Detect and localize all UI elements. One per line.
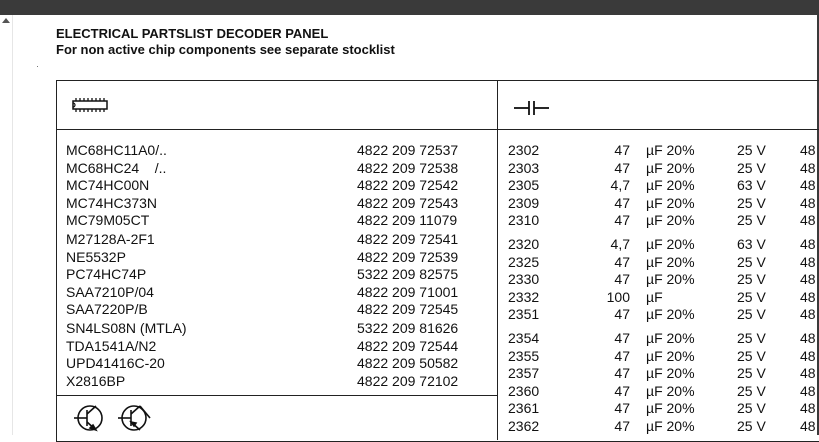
capacitor-order-code: 48 — [800, 306, 816, 322]
ic-order-code: 4822 209 72539 — [357, 248, 459, 265]
ic-order-code: 4822 209 72542 — [357, 177, 459, 193]
capacitor-value: 47 — [614, 365, 630, 381]
ic-part-number: TDA1541A/N2 — [66, 337, 157, 354]
ic-order-code: 4822 209 72545 — [357, 301, 459, 317]
capacitor-value: 47 — [614, 417, 630, 434]
capacitor-ref: 2351 — [508, 306, 540, 322]
capacitor-value: 47 — [614, 400, 630, 416]
capacitor-ref: 2320 — [508, 236, 540, 252]
capacitor-order-code: 48 — [800, 177, 816, 193]
capacitor-voltage: 63 V — [737, 177, 766, 193]
capacitor-unit: µF 20% — [646, 253, 695, 270]
capacitor-order-code: 48 — [800, 142, 816, 158]
ic-order-code: 4822 209 71001 — [357, 283, 459, 300]
capacitor-voltage: 25 V — [737, 365, 766, 381]
capacitor-order-code: 48 — [800, 417, 816, 434]
ic-order-code: 4822 209 11079 — [357, 212, 458, 228]
capacitor-ref: 2309 — [508, 194, 540, 211]
capacitor-ref: 2325 — [508, 253, 540, 270]
capacitor-order-code: 48 — [800, 271, 816, 287]
capacitor-ref: 2302 — [508, 142, 540, 158]
ic-part-number: MC68HC24 /.. — [66, 159, 167, 176]
capacitor-value: 4,7 — [610, 236, 630, 252]
capacitor-order-code: 48 — [800, 347, 816, 364]
capacitor-unit: µF 20% — [646, 142, 695, 158]
ic-part-number: SAA7220P/B — [66, 301, 148, 317]
capacitor-value: 47 — [614, 347, 630, 364]
capacitor-value: 47 — [614, 382, 630, 399]
capacitor-unit: µF 20% — [646, 417, 695, 434]
page-subtitle: For non active chip components see separate stocklist — [56, 42, 395, 57]
capacitor-value: 4,7 — [610, 177, 630, 193]
ic-order-code: 4822 209 72541 — [357, 231, 459, 247]
capacitor-unit: µF 20% — [646, 306, 695, 322]
capacitor-unit: µF 20% — [646, 365, 695, 381]
capacitor-unit: µF 20% — [646, 236, 695, 252]
capacitor-unit: µF 20% — [646, 194, 695, 211]
ic-part-number: UPD41416C-20 — [66, 355, 165, 371]
capacitor-voltage: 25 V — [737, 212, 766, 228]
ic-order-code: 4822 209 72543 — [357, 194, 459, 211]
ic-part-number: MC79M05CT — [66, 212, 150, 228]
ic-part-number: SAA7210P/04 — [66, 283, 154, 300]
capacitor-value: 47 — [614, 159, 630, 176]
capacitor-ref: 2355 — [508, 347, 540, 364]
capacitor-value: 47 — [614, 212, 630, 228]
ic-order-code: 4822 209 72537 — [357, 142, 459, 158]
capacitor-voltage: 25 V — [737, 159, 766, 176]
ic-part-number: MC74HC373N — [66, 194, 158, 211]
viewer-top-bar — [0, 0, 819, 15]
capacitor-ref: 2361 — [508, 400, 540, 416]
capacitor-voltage: 25 V — [737, 288, 766, 305]
ic-order-code: 4822 209 72102 — [357, 372, 459, 389]
capacitor-ref: 2357 — [508, 365, 540, 381]
transistor-icons — [74, 403, 156, 433]
capacitor-value: 47 — [614, 330, 630, 346]
header-divider — [56, 129, 819, 130]
capacitor-order-code: 48 — [800, 365, 816, 381]
column-divider — [497, 80, 498, 440]
capacitor-voltage: 25 V — [737, 306, 766, 322]
capacitor-icon — [514, 100, 550, 116]
capacitor-order-code: 48 — [800, 194, 816, 211]
capacitor-value: 100 — [606, 288, 630, 305]
capacitor-voltage: 25 V — [737, 194, 766, 211]
capacitor-unit: µF 20% — [646, 212, 695, 228]
scan-speck — [37, 66, 38, 67]
scroll-up-arrow-icon[interactable] — [2, 18, 10, 23]
ic-order-code: 4822 209 50582 — [357, 355, 459, 371]
capacitor-order-code: 48 — [800, 253, 816, 270]
capacitor-voltage: 25 V — [737, 330, 766, 346]
capacitor-value: 47 — [614, 142, 630, 158]
ic-order-code: 5322 209 82575 — [357, 266, 459, 282]
capacitor-voltage: 25 V — [737, 142, 766, 158]
ic-part-number: PC74HC74P — [66, 266, 147, 282]
capacitor-order-code: 48 — [800, 212, 816, 228]
capacitor-unit: µF 20% — [646, 177, 695, 193]
capacitor-voltage: 25 V — [737, 253, 766, 270]
ic-order-code: 5322 209 81626 — [357, 320, 459, 336]
ic-order-code: 4822 209 72538 — [357, 159, 459, 176]
capacitor-value: 47 — [614, 306, 630, 322]
transistor-pnp-icon — [118, 406, 150, 430]
capacitor-voltage: 25 V — [737, 347, 766, 364]
ic-section-divider — [56, 395, 498, 396]
capacitor-value: 47 — [614, 271, 630, 287]
capacitor-order-code: 48 — [800, 382, 816, 399]
ic-part-number: NE5532P — [66, 248, 126, 265]
capacitor-order-code: 48 — [800, 400, 816, 416]
ic-part-number: M27128A-2F1 — [66, 231, 155, 247]
capacitor-ref: 2360 — [508, 382, 540, 399]
capacitor-unit: µF — [646, 288, 663, 305]
capacitor-unit: µF 20% — [646, 159, 695, 176]
capacitor-voltage: 63 V — [737, 236, 766, 252]
capacitor-value: 47 — [614, 253, 630, 270]
capacitor-ref: 2354 — [508, 330, 540, 346]
ic-order-code: 4822 209 72544 — [357, 337, 459, 354]
capacitor-voltage: 25 V — [737, 382, 766, 399]
vertical-scrollbar[interactable] — [0, 15, 13, 435]
capacitor-unit: µF 20% — [646, 382, 695, 399]
capacitor-unit: µF 20% — [646, 271, 695, 287]
ic-part-number: SN4LS08N (MTLA) — [66, 320, 187, 336]
capacitor-order-code: 48 — [800, 236, 816, 252]
capacitor-ref: 2362 — [508, 417, 540, 434]
capacitor-order-code: 48 — [800, 159, 816, 176]
page-title: ELECTRICAL PARTSLIST DECODER PANEL — [56, 26, 329, 41]
capacitor-voltage: 25 V — [737, 271, 766, 287]
capacitor-ref: 2310 — [508, 212, 540, 228]
capacitor-value: 47 — [614, 194, 630, 211]
capacitor-unit: µF 20% — [646, 400, 695, 416]
transistor-npn-icon — [74, 406, 102, 430]
capacitor-ref: 2330 — [508, 271, 540, 287]
capacitor-ref: 2332 — [508, 288, 540, 305]
ic-part-number: X2816BP — [66, 372, 126, 389]
capacitor-voltage: 25 V — [737, 417, 766, 434]
capacitor-ref: 2305 — [508, 177, 540, 193]
ic-part-number: MC68HC11A0/.. — [66, 142, 167, 158]
capacitor-order-code: 48 — [800, 330, 816, 346]
capacitor-voltage: 25 V — [737, 400, 766, 416]
capacitor-order-code: 48 — [800, 288, 816, 305]
capacitor-ref: 2303 — [508, 159, 540, 176]
ic-chip-icon — [72, 97, 108, 113]
capacitor-unit: µF 20% — [646, 347, 695, 364]
ic-part-number: MC74HC00N — [66, 177, 150, 193]
capacitor-unit: µF 20% — [646, 330, 695, 346]
